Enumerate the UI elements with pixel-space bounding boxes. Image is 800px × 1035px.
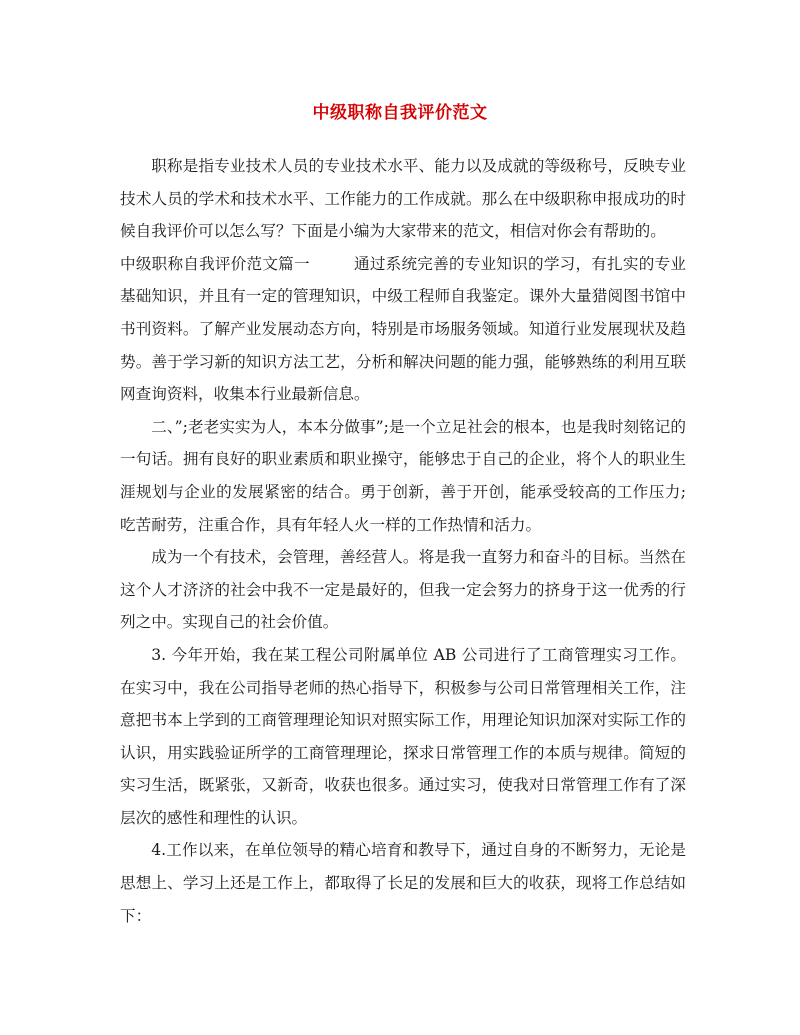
document-body	[120, 150, 686, 932]
section-4-paragraph: 4.工作以来，在单位领导的精心培育和教导下，通过自身的不断努力，无论是思想上、学习上还是工作上，都取得了长足的发展和巨大的收获，现将工作总结如下：	[120, 841, 686, 925]
goal-paragraph: 成为一个有技术，会管理，善经营人。将是我一直努力和奋斗的目标。当然在这个人才济济的社会中我不一定是最好的，但我一定会努力的挤身于这一优秀的行列之中。实现自己的社会价值。	[120, 548, 686, 632]
intro-paragraph: 职称是指专业技术人员的专业技术水平、能力以及成就的等级称号，反映专业技术人员的学术和技术水平、工作能力的工作成就。那么在中级职称申报成功的时候自我评价可以怎么写？下面是小编为大家带来的范文，相信对你会有帮助的。	[120, 157, 686, 241]
section-1-paragraph	[120, 248, 686, 411]
document-title: 中级职称自我评价范文	[312, 103, 488, 123]
section-1-text: 通过系统完善的专业知识的学习，有扎实的专业基础知识，并且有一定的管理知识，中级工程师自我鉴定。课外大量猎阅图书馆中书刊资料。了解产业发展动态方向，特别是市场服务领域。知道行业发展现状及趋势。善于学习新的知识方法工艺，分析和解决问题的能力强，能够熟练的利用互联网查询资料，收集本行业最新信息。	[120, 254, 686, 404]
section-2-paragraph: 二、”;老老实实为人，本本分做事”;是一个立足社会的根本，也是我时刻铭记的一句话。拥有良好的职业素质和职业操守，能够忠于自己的企业，将个人的职业生涯规划与企业的发展紧密的结合。勇于创新，善于开创，能承受较高的工作压力;吃苦耐劳，注重合作，具有年轻人火一样的工作热情和活力。	[120, 417, 686, 534]
section-3-paragraph: 3. 今年开始，我在某工程公司附属单位 AB 公司进行了工商管理实习工作。在实习中，我在公司指导老师的热心指导下，积极参与公司日常管理相关工作，注意把书本上学到的工商管理理论知识对照实际工作，用理论知识加深对实际工作的认识，用实践验证所学的工商管理理论，探求日常管理工作的本质与规律。简短的实习生活，既紧张，又新奇，收获也很多。通过实习，使我对日常管理工作有了深层次的感性和理性的认识。	[120, 645, 686, 827]
section-1-heading: 中级职称自我评价范文篇一	[120, 254, 310, 273]
